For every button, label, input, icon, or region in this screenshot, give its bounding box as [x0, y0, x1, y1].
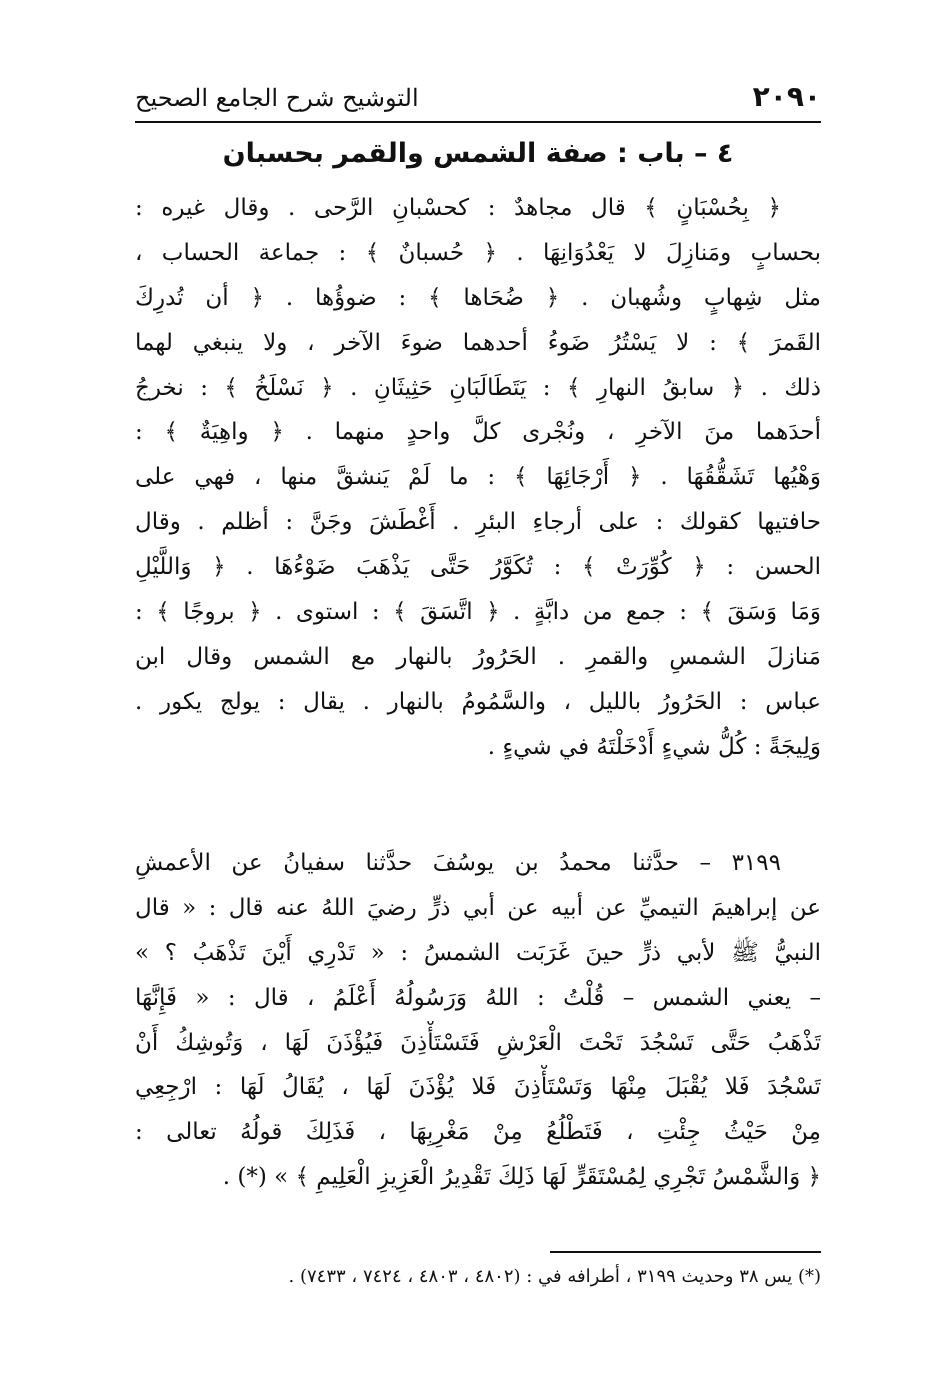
commentary-line: أحدَهما منَ الآخرِ ، ونُجْرى كلَّ واحدٍ منهما . ﴿ واهِيَةٌ ﴾ : — [135, 419, 821, 446]
commentary-line: حافتيها كقولك : على أرجاءِ البئرِ . أَغْطَشَ وجَنَّ : أظلم . وقال — [135, 509, 821, 536]
commentary-line: القَمرَ ﴾ : لا يَسْتُرُ ضَوءُ أحدهما ضوءَ الآخر ، ولا ينبغي لهما — [135, 329, 821, 356]
hadith-block — [135, 841, 821, 1200]
hadith-line: تَسْجُدَ فَلا يُقْبَلَ مِنْهَا وَتَسْتَأْذِنَ فَلا يُؤْذَنَ لَهَا ، يُقَالُ لَهَا : ارْجِعِي — [135, 1074, 821, 1101]
commentary-block — [135, 186, 821, 770]
running-title: التوشيح شرح الجامع الصحيح — [135, 84, 419, 112]
hadith-line: مِنْ حَيْثُ جِئْتِ ، فَتَطْلُعُ مِنْ مَغْرِبِهَا ، فَذَلِكَ قولُهُ تعالى : — [135, 1119, 821, 1146]
page-header — [135, 78, 821, 118]
commentary-line: وَلِيجَةً : كُلُّ شيءٍ أَدْخَلْتَهُ في شيءٍ . — [487, 733, 821, 760]
page-number: ٢٠٩٠ — [752, 80, 821, 113]
footnote: (*) يس ٣٨ وحديث ٣١٩٩ ، أطرافه في : (٤٨٠٢ ، ٤٨٠٣ ، ٧٤٢٤ ، ٧٤٣٣) . — [288, 1266, 821, 1287]
hadith-line: تَذْهَبُ حَتَّى تَسْجُدَ تَحْتَ الْعَرْشِ فَتَسْتَأْذِنَ فَيُؤْذَنَ لَهَا ، وَتُوشِكُ أَنْ — [135, 1029, 821, 1056]
chapter-title: ٤ – باب : صفة الشمس والقمر بحسبان — [222, 138, 734, 169]
commentary-line: ﴿ بِحُسْبَانٍ ﴾ قال مجاهدٌ : كحسْبانِ الرَّحى . وقال غيره : — [135, 195, 781, 221]
footnote-divider — [550, 1251, 821, 1253]
commentary-line: مَنازلَ الشمسِ والقمرِ . الحَرُورُ بالنهار مع الشمس وقال ابن — [135, 643, 821, 670]
commentary-line: وَمَا وَسَقَ ﴾ : جمع من دابَّةٍ . ﴿ اتَّسَقَ ﴾ : استوى . ﴿ بروجًا ﴾ : — [135, 599, 821, 626]
hadith-line: ﴿ وَالشَّمْسُ تَجْرِي لِمُسْتَقَرٍّ لَهَا ذَلِكَ تَقْدِيرُ الْعَزِيزِ الْعَلِيمِ ﴾ » (*) . — [222, 1164, 821, 1191]
hadith-line: عن إبراهيمَ التيميِّ عن أبيه عن أبي ذرٍّ رضيَ اللهُ عنه قال : « قال — [135, 894, 821, 921]
header-divider — [135, 121, 821, 123]
hadith-line: ٣١٩٩ – حدَّثنا محمدُ بن يوسُفَ حدَّثنا سفيانُ عن الأعمشِ — [135, 850, 781, 876]
commentary-line: عباس : الحَرُورُ بالليل ، والسَّمُومُ بالنهار . يقال : يولج يكور . — [135, 688, 821, 715]
commentary-line: الحسن : ﴿ كُوِّرَتْ ﴾ : تُكَوَّرُ حَتَّى يَذْهَبَ ضَوْءُهَا . ﴿ وَاللَّيْلِ — [135, 554, 821, 581]
commentary-line: وَهْيُها تَشَقُّقُهَا . ﴿ أَرْجَائِهَا ﴾ : ما لَمْ يَنشقَّ منها ، فهي على — [135, 464, 821, 491]
hadith-line: – يعني الشمس – قُلْتُ : اللهُ وَرَسُولُهُ أَعْلَمُ ، قال : « فَإِنَّهَا — [135, 984, 821, 1011]
commentary-line: مثل شِهابٍ وشُهبان . ﴿ ضُحَاها ﴾ : ضوؤُها . ﴿ أن تُدرِكَ — [135, 284, 821, 311]
commentary-line: ذلك . ﴿ سابقُ النهارِ ﴾ : يَتَطَالَبَانِ حَثِيثَانِ . ﴿ نَسْلَخُ ﴾ : نخرجُ — [135, 374, 821, 401]
hadith-line: النبيُّ ﷺ لأبي ذرٍّ حينَ غَرَبَت الشمسُ : « تَدْرِي أَيْنَ تَذْهَبُ ؟ » — [135, 939, 821, 966]
commentary-line: بحسابٍ ومَنازِلَ لا يَعْدُوَانِهَا . ﴿ حُسبانٌ ﴾ : جماعة الحساب ، — [135, 239, 821, 266]
